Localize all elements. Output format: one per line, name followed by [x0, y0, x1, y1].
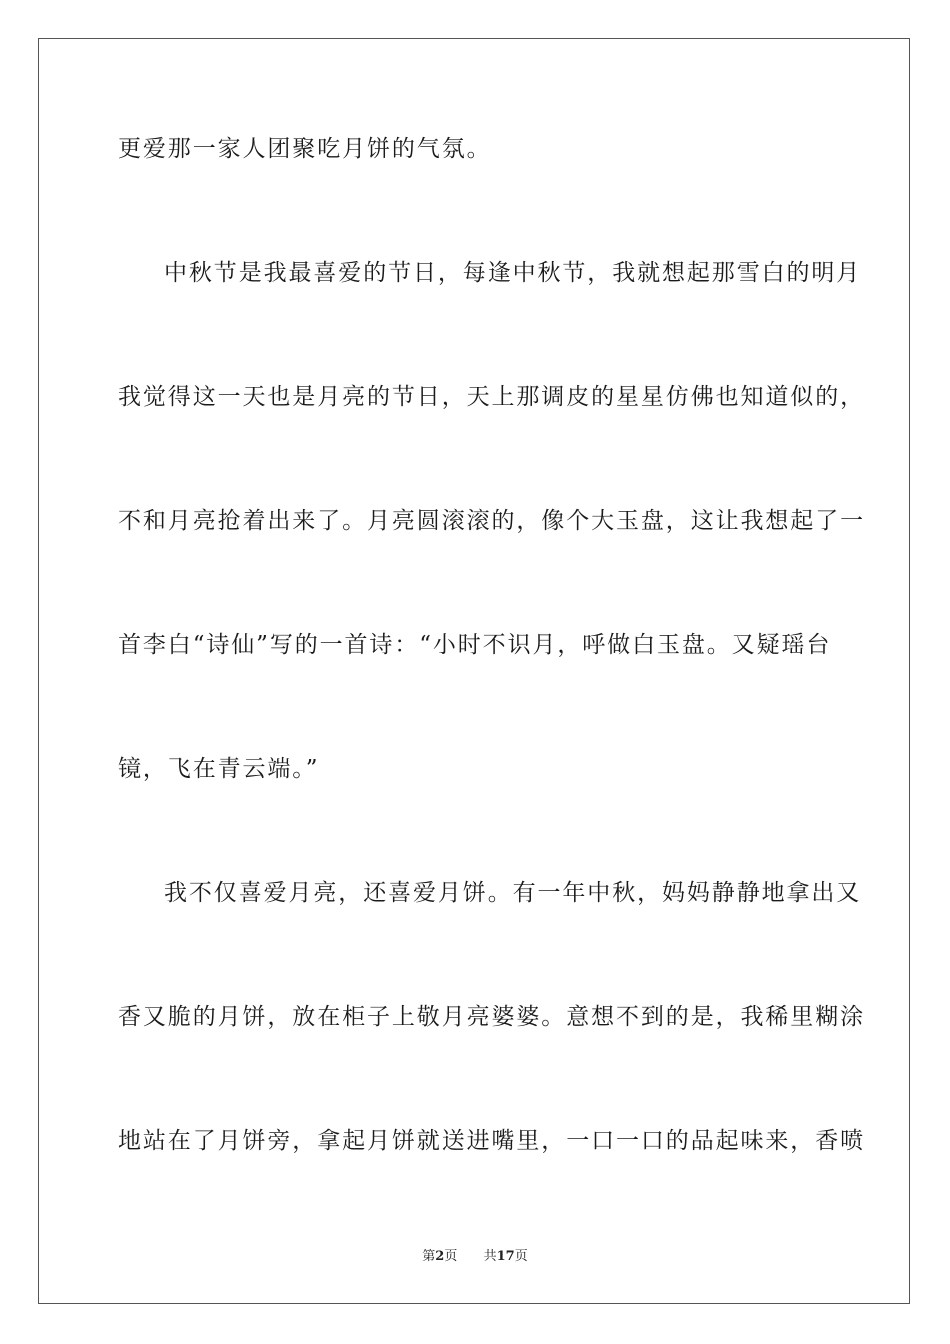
- text-line-6: 镜，飞在青云端。”: [118, 756, 320, 782]
- total-pages-label: 共17页: [483, 1249, 528, 1264]
- text-line-1: 更爱那一家人团聚吃月饼的气氛。: [118, 136, 492, 162]
- total-pages-number: 17: [496, 1249, 515, 1264]
- text-line-4: 不和月亮抢着出来了。月亮圆滚滚的，像个大玉盘，这让我想起了一: [118, 508, 865, 534]
- page-label: 第2页: [422, 1249, 458, 1264]
- page-footer: [0, 1248, 950, 1266]
- page-number: 2: [435, 1249, 445, 1264]
- text-line-9: 地站在了月饼旁，拿起月饼就送进嘴里，一口一口的品起味来，香喷: [118, 1128, 865, 1154]
- text-line-3: 我觉得这一天也是月亮的节日，天上那调皮的星星仿佛也知道似的，: [118, 384, 865, 410]
- text-line-7: 我不仅喜爱月亮，还喜爱月饼。有一年中秋，妈妈静静地拿出又: [164, 880, 862, 906]
- text-line-2: 中秋节是我最喜爱的节日，每逢中秋节，我就想起那雪白的明月: [164, 260, 862, 286]
- text-line-5: 首李白“诗仙”写的一首诗：“小时不识月，呼做白玉盘。又疑瑶台: [118, 632, 832, 658]
- page-border: [38, 38, 910, 1304]
- text-line-8: 香又脆的月饼，放在柜子上敬月亮婆婆。意想不到的是，我稀里糊涂: [118, 1004, 865, 1030]
